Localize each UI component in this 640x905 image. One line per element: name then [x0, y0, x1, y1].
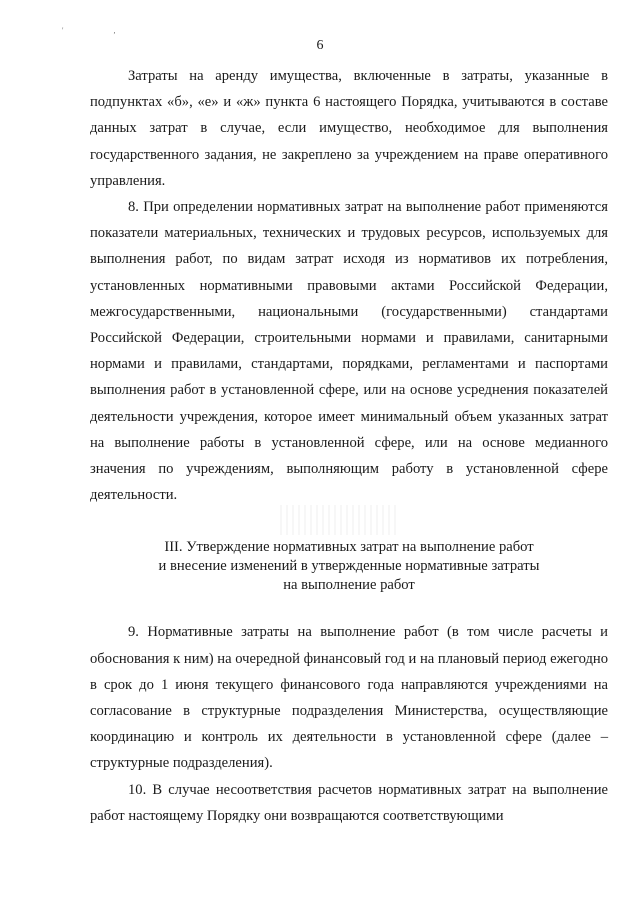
document-body — [90, 63, 608, 829]
paragraph-rent-costs: Затраты на аренду имущества, включенные в затраты, указанные в подпунктах «б», «е» и «ж» пункта 6 настоящего Порядка, учитываются в составе данных затрат в случае, если имущество, необходимое для выполнения государственного задания, не закреплено за учреждением на праве оперативного управления. — [90, 68, 608, 189]
section-heading-line-2: и внесение изменений в утвержденные нормативные затраты — [158, 558, 540, 575]
section-heading-line-3: на выполнение работ — [283, 577, 415, 594]
section-heading — [90, 538, 608, 595]
paragraph-8: 8. При определении нормативных затрат на выполнение работ применяются показатели материальных, технических и трудовых ресурсов, используемых для выполнения работ, по видам затрат исходя из нормативов их потребления, установленных нормативными правовыми актами Российской Федерации, межгосударственными, национальными (государственными) стандартами Российской Федерации, строительными нормами и правилами, санитарными нормами и правилами, стандартами, порядками, регламентами и паспортами выполнения работ в установленной сфере, или на основе усреднения показателей деятельности учреждения, которое имеет минимальный объем указанных затрат на выполнение работы в установленной сфере, или на основе медианного значения по учреждениям, выполняющим работу в установленной сфере деятельности. — [90, 199, 608, 504]
section-heading-line-1: III. Утверждение нормативных затрат на выполнение работ — [164, 539, 534, 556]
scan-specks: ' , — [62, 26, 140, 35]
paragraph-9: 9. Нормативные затраты на выполнение работ (в том числе расчеты и обоснования к ним) на очередной финансовый год и на плановый период ежегодно в срок до 1 июня текущего финансового года направляются учреждениями на согласование в структурные подразделения Министерства, осуществляющие координацию и контроль их деятельности в установленной сфере (далее – структурные подразделения). — [90, 624, 608, 772]
page-number: 6 — [316, 38, 324, 53]
paragraph-10: 10. В случае несоответствия расчетов нормативных затрат на выполнение работ настоящему Порядку они возвращаются соответствующими — [90, 781, 608, 824]
